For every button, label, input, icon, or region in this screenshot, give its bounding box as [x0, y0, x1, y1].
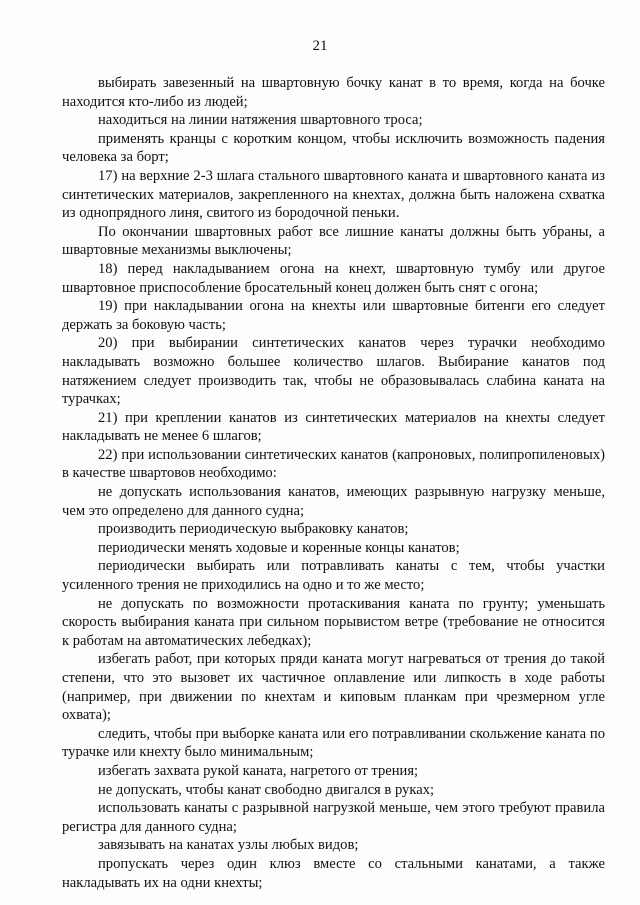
paragraph: 17) на верхние 2-3 шлага стального швартовного каната и швартовного каната из синтетических материалов, закрепленного на кнехтах, должна быть наложена схватка из однопрядного линя, свитого из бородочной пеньки. [62, 167, 605, 222]
document-body [62, 74, 605, 892]
paragraph: не допускать использования канатов, имеющих разрывную нагрузку меньше, чем это определено для данного судна; [62, 484, 605, 519]
paragraph: 20) при выбирании синтетических канатов через турачки необходимо накладывать возможно большее количество шлагов. Выбирание канатов под натяжением следует производить так, чтобы не образовывалась слабина каната на турачках; [62, 335, 605, 408]
paragraph: не допускать по возможности протаскивания каната по грунту; уменьшать скорость выбирания каната при сильном порывистом ветре (требование не относится к работам на автоматических лебедках); [62, 595, 605, 649]
paragraph: пропускать через один клюз вместе со стальными канатами, а также накладывать их на одни кнехты; [62, 855, 605, 891]
paragraph: 19) при накладывании огона на кнехты или швартовные битенги его следует держать за боковую часть; [62, 298, 605, 333]
paragraph: завязывать на канатах узлы любых видов; [98, 837, 359, 854]
paragraph: 22) при использовании синтетических канатов (капроновых, полипропиленовых) в качестве швартовов необходимо: [62, 446, 605, 482]
paragraph: использовать канаты с разрывной нагрузкой меньше, чем этого требуют правила регистра для данного судна; [62, 800, 605, 835]
paragraph: 21) при креплении канатов из синтетических материалов на кнехты следует накладывать не менее 6 шлагов; [62, 409, 605, 445]
paragraph: выбирать завезенный на швартовную бочку канат в то время, когда на бочке находится кто-либо из людей; [62, 75, 605, 110]
paragraph: применять кранцы с коротким концом, чтобы исключить возможность падения человека за борт; [62, 130, 605, 166]
paragraph: находиться на линии натяжения швартовного троса; [98, 112, 423, 129]
paragraph: периодически менять ходовые и коренные концы канатов; [98, 539, 460, 556]
paragraph: производить периодическую выбраковку канатов; [98, 521, 409, 538]
paragraph: не допускать, чтобы канат свободно двигался в руках; [98, 781, 435, 798]
paragraph: периодически выбирать или потравливать канаты с тем, чтобы участки усиленного трения не приходились на одно и то же место; [62, 558, 605, 594]
page-number: 21 [312, 38, 328, 54]
paragraph: 18) перед накладыванием огона на кнехт, швартовную тумбу или другое швартовное приспособление бросательный конец должен быть снят с огона; [62, 260, 605, 296]
paragraph: избегать работ, при которых пряди каната могут нагреваться от трения до такой степени, что это вызовет их частичное оплавление или липкость в ходе работы (например, при движении по кнехтам и киповым планкам при чрезмерном угле охвата); [62, 651, 605, 724]
paragraph: избегать захвата рукой каната, нагретого от трения; [98, 762, 419, 779]
paragraph: По окончании швартовных работ все лишние канаты должны быть убраны, а швартовные механизмы выключены; [62, 223, 605, 259]
paragraph: следить, чтобы при выборке каната или его потравливании скольжение каната по турачке или кнехту было минимальным; [62, 725, 605, 761]
